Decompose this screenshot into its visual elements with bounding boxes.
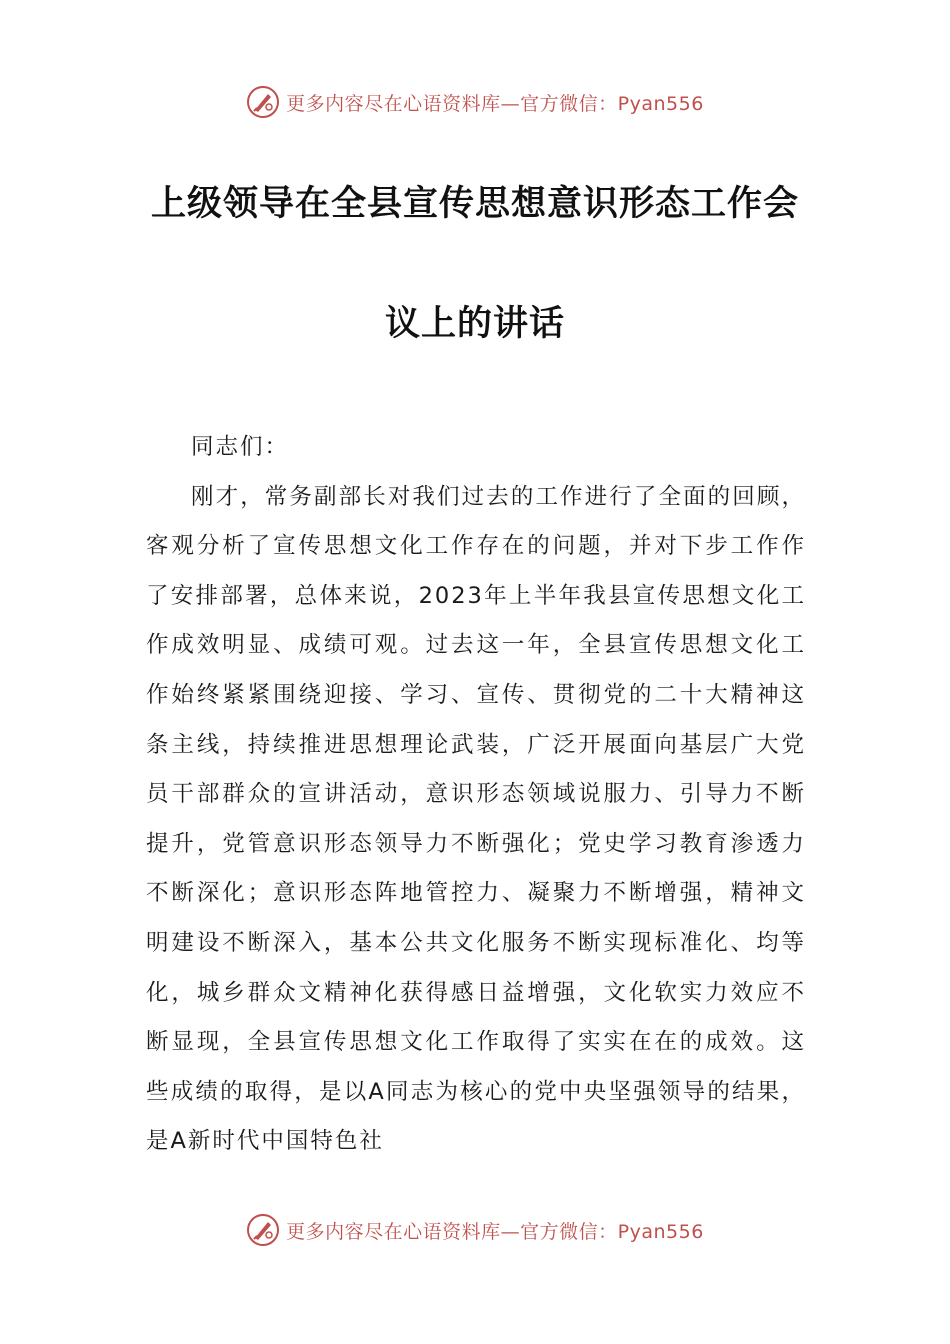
wechat-id: Pyan556 xyxy=(617,1220,704,1243)
document-title-line-2: 议上的讲话 xyxy=(384,303,565,344)
document-title-line-1: 上级领导在全县宣传思想意识形态工作会 xyxy=(150,183,799,224)
watermark-banner-top xyxy=(0,80,950,124)
quill-logo-icon xyxy=(246,1213,280,1247)
paragraph-1: 刚才，常务副部长对我们过去的工作进行了全面的回顾，客观分析了宣传思想文化工作存在的问题，并对下步工作作了安排部署，总体来说，2023年上半年我县宣传思想文化工作成效明显、成绩可观。过去这一年，全县宣传思想文化工作始终紧紧围绕迎接、学习、宣传、贯彻党的二十大精神这条主线，持续推进思想理论武装，广泛开展面向基层广大党员干部群众的宣讲活动，意识形态领域说服力、引导力不断提升，党管意识形态领导力不断强化；党史学习教育渗透力不断深化；意识形态阵地管控力、凝聚力不断增强，精神文明建设不断深入，基本公共文化服务不断实现标准化、均等化，城乡群众文精神化获得感日益增强，文化软实力效应不断显现，全县宣传思想文化工作取得了实实在在的成效。这些成绩的取得，是以A同志为核心的党中央坚强领导的结果，是A新时代中国特色社 xyxy=(146,483,806,1155)
watermark-text: 更多内容尽在心语资料库—官方微信：Pyan556 xyxy=(286,1220,704,1243)
watermark-text: 更多内容尽在心语资料库—官方微信：Pyan556 xyxy=(286,92,704,115)
document-body xyxy=(146,423,806,1167)
watermark-banner-bottom xyxy=(0,1208,950,1252)
quill-logo-icon xyxy=(246,85,280,119)
salutation: 同志们： xyxy=(191,434,290,460)
wechat-id: Pyan556 xyxy=(617,92,704,115)
